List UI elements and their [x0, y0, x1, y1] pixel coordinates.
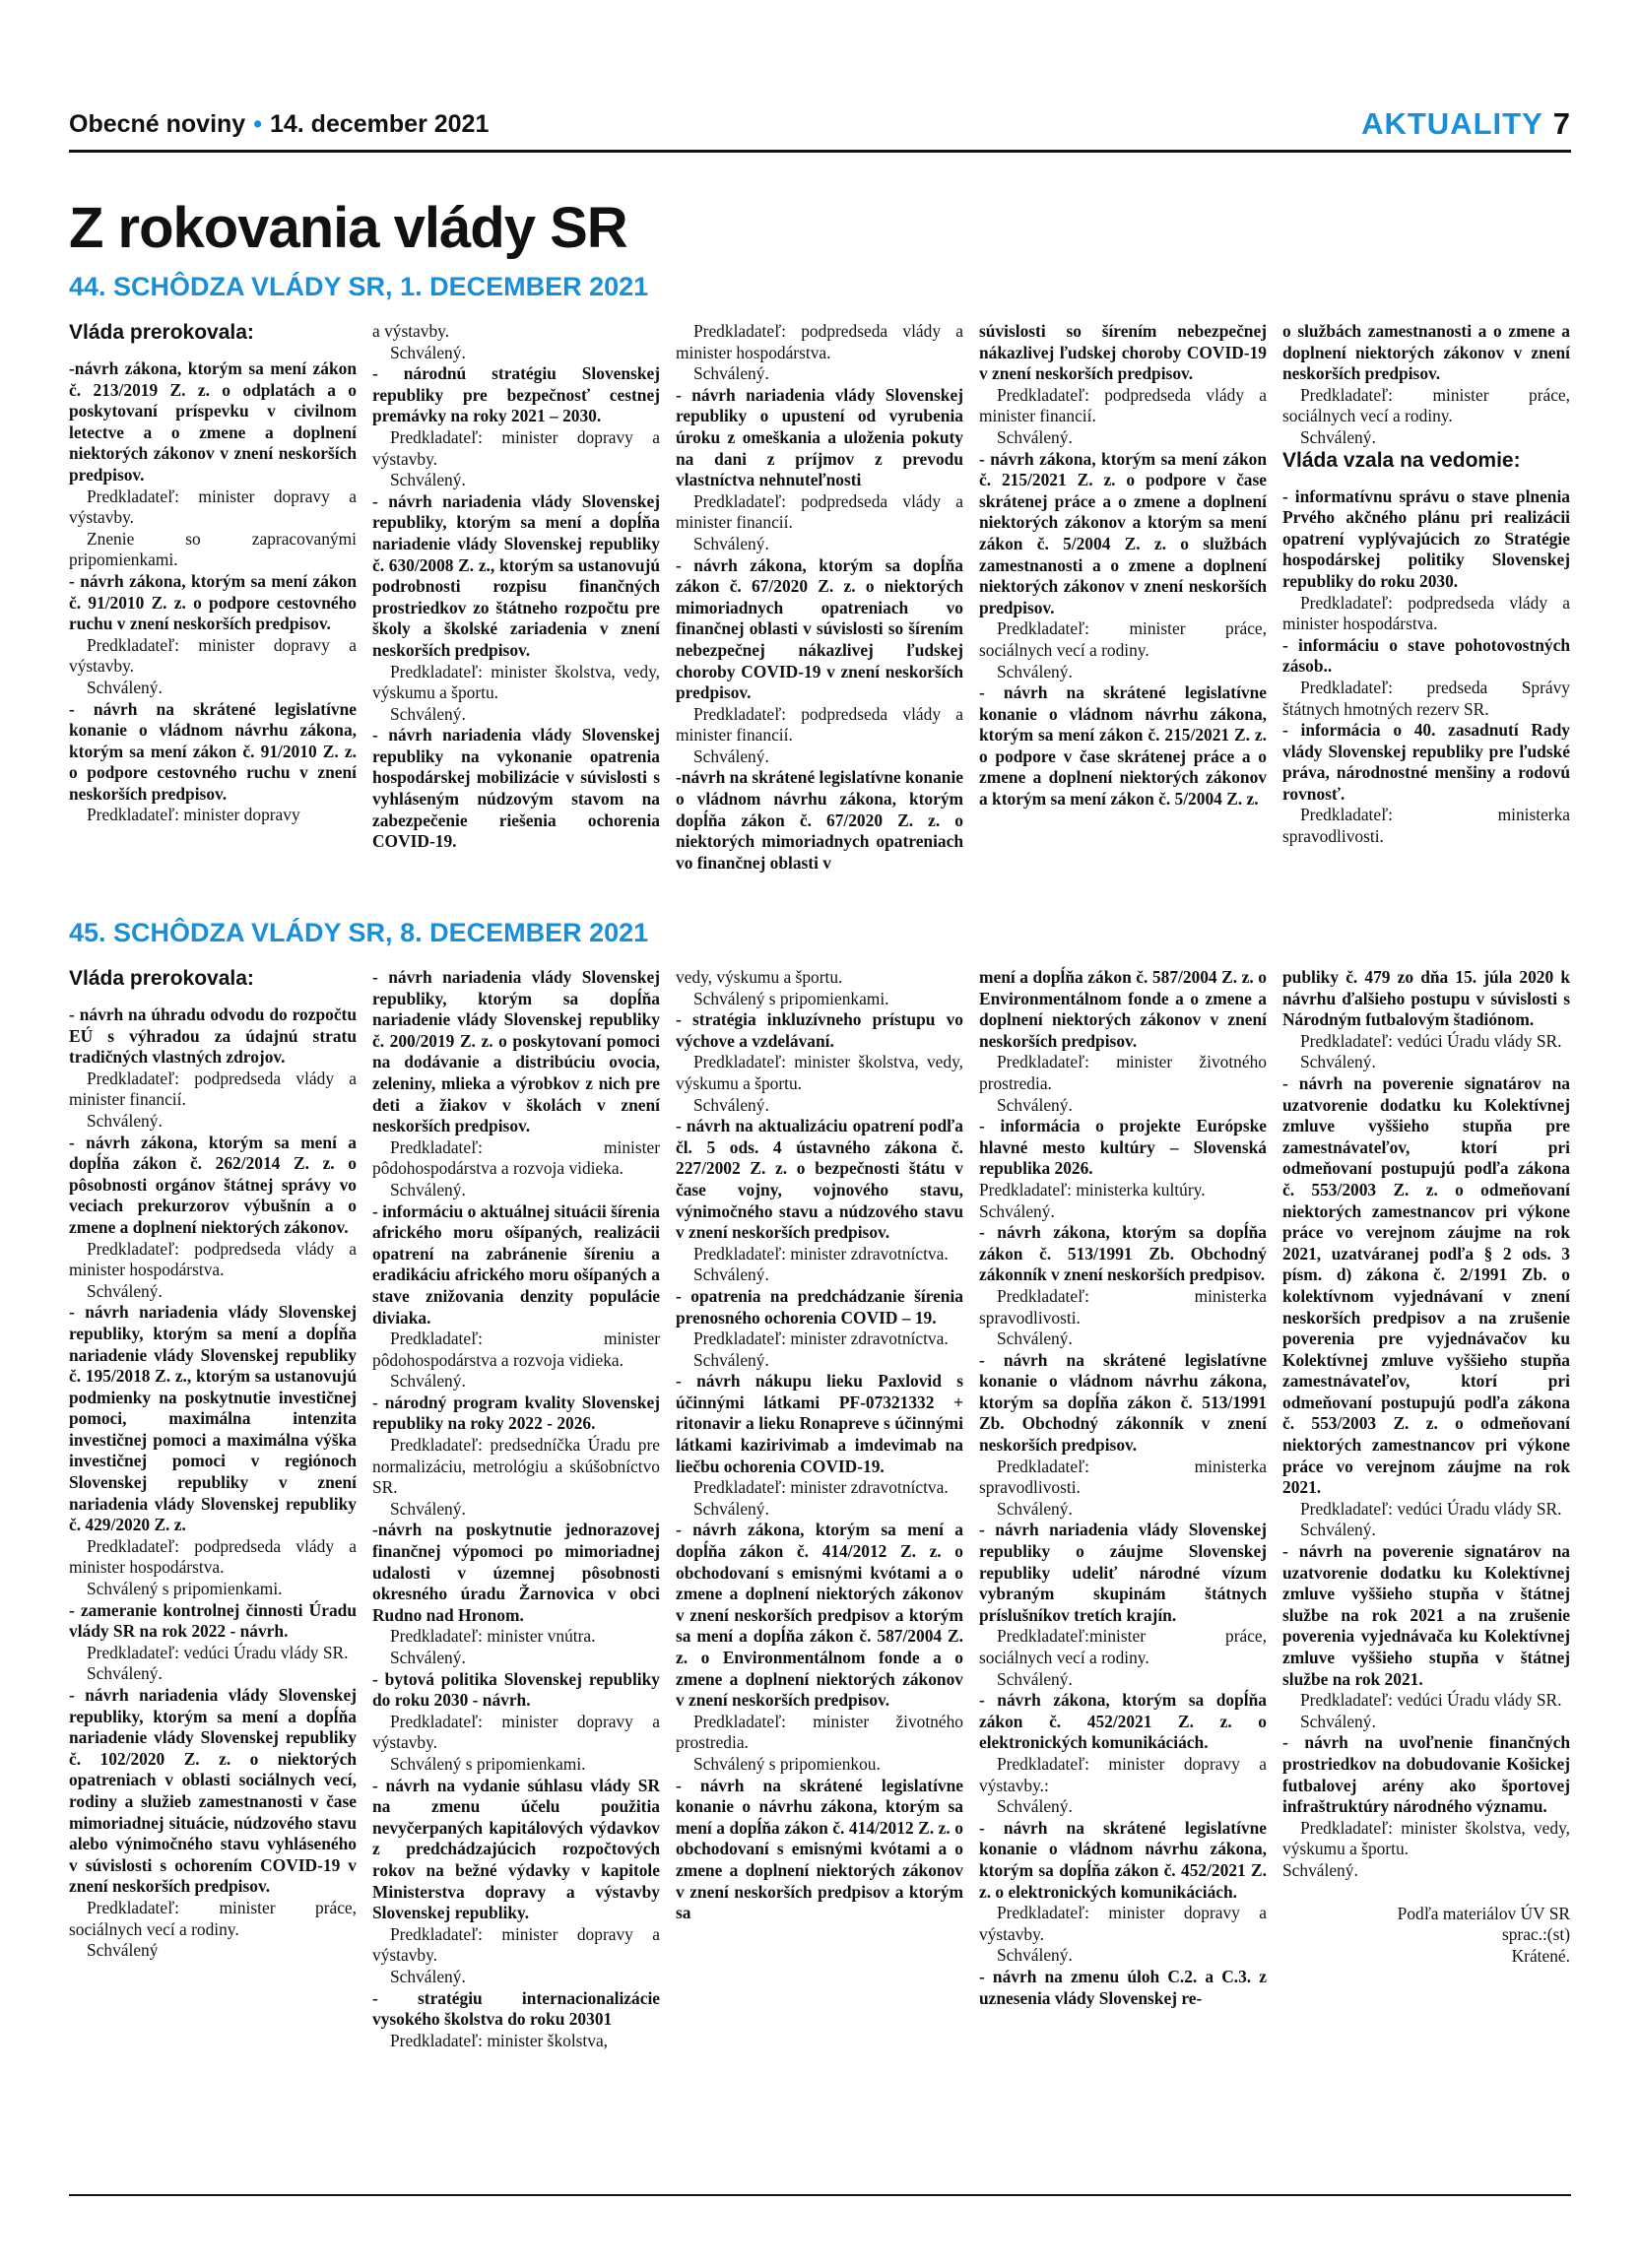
agenda-item: - návrh nariadenia vlády Slovenskej republiky na vykonanie opatrenia hospodárskej mobilizácie v súvislosti s vyhláseným núdzovým stavom na zabezpečenie riešenia ochorenia COVID-19.: [372, 725, 660, 852]
agenda-item: - návrh na skrátené legislatívne konanie o vládnom návrhu zákona, ktorým sa mení zákon č. 91/2010 Z. z. o podpore cestovného ruchu v znení neskorších predpisov.: [69, 698, 357, 804]
agenda-item: - návrh na skrátené legislatívne konanie o vládnom návrhu zákona, ktorým sa mení zákon č. 215/2021 Z. z. o podpore v čase skrátenej práce a o zmene a doplnení niektorých zákonov a ktorým sa mení zákon č. 5/2004 Z. z.: [979, 682, 1267, 810]
paragraph: Schválený.: [87, 1280, 163, 1301]
paragraph: Predkladateľ: minister pôdohospodárstva a rozvoja vidieka.: [372, 1328, 660, 1370]
paragraph: Schválený.: [997, 1328, 1073, 1349]
paragraph: Predkladateľ: minister životného prostredia.: [979, 1052, 1267, 1093]
agenda-item: - návrh nariadenia vlády Slovenskej republiky, ktorým sa mení a dopĺňa nariadenie vlády Slovenskej republiky č. 630/2008 Z. z., ktorým sa ustanovujú podrobnosti rozpisu finančných prostriedkov zo štátneho rozpočtu pre školy a školské zariadenia v znení neskorších predpisov.: [372, 490, 660, 660]
session-44-heading: 44. SCHÔDZA VLÁDY SR, 1. DECEMBER 2021: [69, 272, 649, 301]
spacer: [1282, 1882, 1570, 1904]
source-credit: sprac.:(st): [1501, 1924, 1570, 1945]
paragraph: Schválený.: [997, 1094, 1073, 1115]
agenda-item: - návrh na zmenu úloh C.2. a C.3. z uznesenia vlády Slovenskej re-: [979, 1966, 1267, 2008]
paragraph: Schválený.: [693, 1264, 769, 1285]
text-line: Schválený.: [979, 1200, 1055, 1221]
paragraph: Schválený.: [997, 1796, 1073, 1817]
source-credit: Podľa materiálov ÚV SR: [1397, 1903, 1570, 1923]
paragraph: Predkladateľ: ministerka spravodlivosti.: [1282, 805, 1570, 847]
agenda-item: - návrh zákona, ktorým sa dopĺňa zákon č. 67/2020 Z. z. o niektorých mimoriadnych opatreniach vo finančnej oblasti v súvislosti so šírením nebezpečnej nákazlivej ľudskej choroby COVID-19 v znení neskorších predpisov.: [676, 554, 963, 703]
paragraph: Schválený.: [693, 745, 769, 766]
text-column: [979, 967, 1267, 2051]
agenda-item-continued: o službách zamestnanosti a o zmene a doplnení niektorých zákonov v znení neskorších predpisov.: [1282, 321, 1570, 384]
agenda-item: - návrh na úhradu odvodu do rozpočtu EÚ s výhradou za údajnú stratu tradičných vlastných zdrojov.: [69, 1004, 357, 1068]
paragraph: Schválený.: [1300, 1052, 1376, 1072]
paragraph: Schválený.: [1300, 1711, 1376, 1731]
paragraph: Predkladateľ: podpredseda vlády a minister financií.: [979, 384, 1267, 426]
paragraph: Predkladateľ: minister práce, sociálnych vecí a rodiny.: [1282, 384, 1570, 426]
text-column: [69, 967, 357, 2051]
text-column: [676, 321, 963, 874]
paragraph: Predkladateľ: minister práce, sociálnych vecí a rodiny.: [69, 1897, 357, 1939]
paragraph: Schválený.: [693, 363, 769, 384]
paragraph: Schválený.: [997, 661, 1073, 681]
text-line: Schválený.: [1282, 1859, 1358, 1880]
paragraph: Predkladateľ: minister vnútra.: [390, 1626, 596, 1647]
page-number: 7: [1552, 106, 1571, 141]
agenda-item: - návrh na skrátené legislatívne konanie o vládnom návrhu zákona, ktorým sa dopĺňa zákon č. 452/2021 Z. z. o elektronických komunikáciách.: [979, 1817, 1267, 1902]
publication-name: Obecné noviny: [69, 110, 246, 138]
agenda-item: - návrh nariadenia vlády Slovenskej republiky, ktorým sa mení a dopĺňa nariadenie vlády Slovenskej republiky č. 195/2018 Z. z., ktorým sa ustanovujú podmienky na poskytnutie investičnej pomoci, maximálna intenzita investičnej pomoci a maximálna výška investičnej pomoci v regiónoch Slovenskej republiky v znení nariadenia vlády Slovenskej republiky č. 429/2020 Z. z.: [69, 1302, 357, 1535]
paragraph: Predkladateľ: ministerka spravodlivosti.: [979, 1456, 1267, 1498]
paragraph: Predkladateľ: minister zdravotníctva.: [693, 1243, 949, 1264]
subheading: Vláda prerokovala:: [69, 321, 254, 344]
paragraph: Schválený.: [390, 342, 466, 362]
paragraph: Schválený.: [997, 1945, 1073, 1966]
paragraph: Schválený.: [693, 1094, 769, 1115]
agenda-item: - národnú stratégiu Slovenskej republiky pre bezpečnosť cestnej premávky na roky 2021 – 2030.: [372, 363, 660, 426]
agenda-item: - návrh nariadenia vlády Slovenskej republiky, ktorým sa mení a dopĺňa nariadenie vlády Slovenskej republiky č. 102/2020 Z. z. o niektorých opatreniach v oblasti sociálnych vecí, rodiny a služieb zamestnanosti v čase mimoriadnej situácie, núdzového stavu alebo výnimočného stavu vyhláseného v súvislosti s ochorením COVID-19 v znení neskorších predpisov.: [69, 1685, 357, 1897]
agenda-item: - návrh zákona, ktorým sa dopĺňa zákon č. 513/1991 Zb. Obchodný zákonník v znení neskorších predpisov.: [979, 1222, 1267, 1285]
paragraph: Predkladateľ: ministerka spravodlivosti.: [979, 1285, 1267, 1328]
paragraph: Schválený.: [997, 426, 1073, 447]
text-column: [372, 967, 660, 2051]
agenda-item: - stratégiu internacionalizácie vysokého školstva do roku 20301: [372, 1987, 660, 2030]
paragraph: Predkladateľ: minister zdravotníctva.: [693, 1477, 949, 1498]
agenda-item: - návrh nariadenia vlády Slovenskej republiky, ktorým sa dopĺňa nariadenie vlády Slovenskej republiky č. 200/2019 Z. z. o poskytovaní pomoci na dodávanie a distribúciu ovocia, zeleniny, mlieka a výrobkov z nich pre deti a žiakov v školách v znení neskorších predpisov.: [372, 967, 660, 1136]
agenda-item: - zameranie kontrolnej činnosti Úradu vlády SR na rok 2022 - návrh.: [69, 1599, 357, 1642]
paragraph: Schválený s pripomienkami.: [390, 1753, 586, 1774]
agenda-item: - návrh nariadenia vlády Slovenskej republiky o upustení od vyrubenia úroku z omeškania a uloženia pokuty na dani z príjmov z prevodu vlastníctva nehnuteľnosti: [676, 384, 963, 490]
article-title: Z rokovania vlády SR: [69, 196, 627, 260]
agenda-item: - návrh na skrátené legislatívne konanie o vládnom návrhu zákona, ktorým sa dopĺňa zákon č. 513/1991 Zb. Obchodný zákonník v znení neskorších predpisov.: [979, 1349, 1267, 1456]
agenda-item: - návrh nariadenia vlády Slovenskej republiky o záujme Slovenskej republiky udeliť národné vízum vybraným skupinám štátnych príslušníkov tretích krajín.: [979, 1520, 1267, 1625]
agenda-item-continued: mení a dopĺňa zákon č. 587/2004 Z. z. o Environmentálnom fonde a o zmene a doplnení niektorých zákonov v znení neskorších predpisov.: [979, 967, 1267, 1051]
text-line: vedy, výskumu a športu.: [676, 967, 843, 987]
paragraph: Predkladateľ: minister dopravy a výstavby.: [69, 486, 357, 528]
header-section: [1361, 106, 1571, 142]
page-header: [69, 106, 1571, 153]
text-line: Predkladateľ: ministerka kultúry.: [979, 1179, 1206, 1199]
agenda-item: - návrh na poverenie signatárov na uzatvorenie dodatku ku Kolektívnej zmluve vyššieho stupňa pre zamestnávateľov, ktorí pri odmeňovaní postupujú podľa zákona č. 553/2003 Z. z. o odmeňovaní niektorých zamestnancov pri výkone práce vo verejnom záujme na rok 2021, uzatváranej podľa § 2 ods. 3 písm. d) zákona č. 2/1991 Zb. o kolektívnom vyjednávaní v znení neskorších predpisov a na zrušenie poverenia pre vyjednávačov ku Kolektívnej zmluve vyššieho stupňa zamestnávateľov, ktorí pri odmeňovaní postupujú podľa zákona č. 553/2003 Z. z. o odmeňovaní niektorých zamestnancov pri výkone práce vo verejnom záujme na rok 2021.: [1282, 1072, 1570, 1498]
paragraph: Schválený.: [1300, 1520, 1376, 1540]
agenda-item: - návrh na vydanie súhlasu vlády SR na zmenu účelu použitia nevyčerpaných kapitálových výdavkov z predchádzajúcich rozpočtových rokov na bežné výdavky v kapitole Ministerstva dopravy a výstavby Slovenskej republiky.: [372, 1775, 660, 1923]
paragraph: Predkladateľ: minister zdravotníctva.: [693, 1328, 949, 1349]
agenda-item: - informácia o 40. zasadnutí Rady vlády Slovenskej republiky pre ľudské práva, národnostné menšiny a rodovú rovnosť.: [1282, 720, 1570, 804]
paragraph: Znenie so zapracovanými pripomienkami.: [69, 528, 357, 570]
paragraph: Schválený.: [390, 1179, 466, 1199]
session-45-heading: 45. SCHÔDZA VLÁDY SR, 8. DECEMBER 2021: [69, 918, 649, 947]
subheading: Vláda vzala na vedomie:: [1282, 448, 1521, 472]
separator-dot: •: [253, 110, 262, 138]
text-column: [372, 321, 660, 874]
bottom-rule: [69, 2194, 1571, 2196]
paragraph: Schválený.: [997, 1498, 1073, 1519]
paragraph: Schválený s pripomienkou.: [693, 1753, 881, 1774]
paragraph: Schválený.: [390, 1498, 466, 1519]
paragraph: Schválený.: [997, 1668, 1073, 1689]
agenda-item: - návrh na aktualizáciu opatrení podľa čl. 5 ods. 4 ústavného zákona č. 227/2002 Z. z. o bezpečnosti štátu v čase vojny, vojnového stavu, výnimočného stavu a núdzového stavu v znení neskorších predpisov.: [676, 1116, 963, 1243]
paragraph: Predkladateľ: vedúci Úradu vlády SR.: [1300, 1690, 1562, 1711]
paragraph: Schválený.: [390, 470, 466, 490]
paragraph: Predkladateľ: minister školstva, vedy, výskumu a športu.: [676, 1052, 963, 1093]
paragraph: Predkladateľ: minister dopravy a výstavby.: [979, 1903, 1267, 1944]
paragraph: Predkladateľ: podpredseda vlády a minister hospodárstva.: [1282, 592, 1570, 634]
paragraph: Predkladateľ: minister pôdohospodárstva a rozvoja vidieka.: [372, 1136, 660, 1179]
agenda-item: - informáciu o aktuálnej situácii šírenia afrického moru ošípaných, realizácii opatrení na zabránenie šíreniu a eradikáciu afrického moru ošípaných a stave znižovania denzity populácie diviaka.: [372, 1200, 660, 1328]
paragraph: Predkladateľ: minister dopravy a výstavby.: [69, 634, 357, 677]
agenda-item: - návrh na poverenie signatárov na uzatvorenie dodatku ku Kolektívnej zmluve vyššieho stupňa v štátnej službe na rok 2021 a na zrušenie poverenia vyjednávača ku Kolektívnej zmluve vyššieho stupňa v štátnej službe na rok 2021.: [1282, 1541, 1570, 1689]
agenda-item: - návrh na uvoľnenie finančných prostriedkov na dobudovanie Košickej futbalovej arény ako športovej infraštruktúry národného významu.: [1282, 1732, 1570, 1817]
paragraph: Predkladateľ: podpredseda vlády a minister financií.: [676, 703, 963, 745]
paragraph: Predkladateľ: predseda Správy štátnych hmotných rezerv SR.: [1282, 677, 1570, 719]
paragraph: Predkladateľ: podpredseda vlády a minister financií.: [69, 1068, 357, 1110]
paragraph: Predkladateľ: minister práce, sociálnych vecí a rodiny.: [979, 618, 1267, 660]
paragraph: Predkladateľ: podpredseda vlády a minister hospodárstva.: [676, 321, 963, 362]
paragraph: Schválený.: [87, 1663, 163, 1684]
paragraph: Schválený.: [1300, 426, 1376, 447]
paragraph: Predkladateľ: minister školstva, vedy, výskumu a športu.: [372, 661, 660, 703]
paragraph: Predkladateľ: minister dopravy a výstavby.: [372, 1923, 660, 1966]
agenda-item: - návrh zákona, ktorým sa mení a dopĺňa zákon č. 262/2014 Z. z. o pôsobnosti orgánov štátnej správy vo veciach prekurzorov výbušnín a o zmene a doplnení niektorých zákonov.: [69, 1132, 357, 1237]
paragraph: Schválený s pripomienkami.: [693, 988, 889, 1008]
paragraph: Predkladateľ: minister školstva,: [390, 2030, 609, 2050]
text-line: a výstavby.: [372, 321, 450, 341]
header-publication-date: [69, 110, 489, 139]
paragraph: Predkladateľ: minister dopravy a výstavby.: [372, 1711, 660, 1753]
paragraph: Schválený.: [693, 533, 769, 553]
agenda-item-continued: súvislosti so šírením nebezpečnej nákazlivej ľudskej choroby COVID-19 v znení neskorších predpisov.: [979, 321, 1267, 384]
paragraph: Predkladateľ: minister dopravy a výstavby.:: [979, 1753, 1267, 1795]
agenda-item: -návrh na skrátené legislatívne konanie o vládnom návrhu zákona, ktorým dopĺňa zákon č. 67/2020 Z. z. o niektorých mimoriadnych opatreniach vo finančnej oblasti v: [676, 767, 963, 873]
text-column: [979, 321, 1267, 874]
paragraph: Schválený.: [390, 703, 466, 724]
text-column: [1282, 967, 1570, 2051]
paragraph: Predkladateľ: vedúci Úradu vlády SR.: [1300, 1030, 1562, 1051]
paragraph: Schválený.: [693, 1349, 769, 1370]
subheading: Vláda prerokovala:: [69, 967, 254, 990]
agenda-item: - informatívnu správu o stave plnenia Prvého akčného plánu pri realizácii opatrení vyplývajúcich zo Stratégie hospodárskej politiky Slovenskej republiky do roku 2030.: [1282, 486, 1570, 591]
issue-date: 14. december 2021: [269, 110, 490, 138]
source-credit: Krátené.: [1511, 1945, 1570, 1966]
agenda-item: - opatrenia na predchádzanie šírenia prenosného ochorenia COVID – 19.: [676, 1285, 963, 1328]
agenda-item: -návrh zákona, ktorým sa mení zákon č. 213/2019 Z. z. o odplatách a o poskytovaní príspevku v civilnom letectve a o zmene a doplnení niektorých zákonov v znení neskorších predpisov.: [69, 358, 357, 485]
paragraph: Schválený.: [87, 1110, 163, 1131]
agenda-item: - návrh nákupu lieku Paxlovid s účinnými látkami PF-07321332 + ritonavir a lieku Ronapreve s účinnými látkami kazirivimab a imdevimab na liečbu ochorenia COVID-19.: [676, 1371, 963, 1476]
paragraph: Predkladateľ: vedúci Úradu vlády SR.: [1300, 1498, 1562, 1519]
session-44-columns: [69, 321, 1570, 874]
paragraph: Predkladateľ: podpredseda vlády a minister hospodárstva.: [69, 1535, 357, 1578]
session-45-columns: [69, 967, 1570, 2051]
paragraph: Predkladateľ: vedúci Úradu vlády SR.: [87, 1642, 349, 1662]
paragraph: Schválený: [87, 1940, 159, 1961]
agenda-item: - návrh na skrátené legislatívne konanie o návrhu zákona, ktorým sa mení a dopĺňa zákon č. 414/2012 Z. z. o obchodovaní s emisnými kvótami a o zmene a doplnení niektorých zákonov v znení neskorších predpisov a ktorým sa: [676, 1775, 963, 1923]
paragraph: Predkladateľ:minister práce, sociálnych vecí a rodiny.: [979, 1626, 1267, 1667]
agenda-item: -návrh na poskytnutie jednorazovej finančnej výpomoci po mimoriadnej udalosti v územnej pôsobnosti okresného úradu Žarnovica v obci Rudno nad Hronom.: [372, 1520, 660, 1625]
agenda-item: - informáciu o stave pohotovostných zásob..: [1282, 634, 1570, 677]
paragraph: Predkladateľ: podpredseda vlády a minister financií.: [676, 490, 963, 533]
agenda-item: - návrh zákona, ktorým sa mení a dopĺňa zákon č. 414/2012 Z. z. o obchodovaní s emisnými kvótami a o zmene a doplnení niektorých zákonov v znení neskorších predpisov a ktorým sa mení a dopĺňa zákon č. 587/2004 Z. z. o Environmentálnom fonde a o zmene a doplnení niektorých zákonov v znení neskorších predpisov.: [676, 1520, 963, 1711]
text-column: [69, 321, 357, 874]
paragraph: Schválený.: [390, 1371, 466, 1392]
section-name: AKTUALITY: [1361, 106, 1543, 141]
paragraph: Predkladateľ: minister dopravy: [87, 805, 300, 825]
agenda-item: - informácia o projekte Európske hlavné mesto kultúry – Slovenská republika 2026.: [979, 1116, 1267, 1179]
paragraph: Predkladateľ: podpredseda vlády a minister hospodárstva.: [69, 1238, 357, 1280]
paragraph: Schválený.: [693, 1498, 769, 1519]
paragraph: Predkladateľ: minister životného prostredia.: [676, 1711, 963, 1753]
paragraph: Predkladateľ: minister dopravy a výstavby.: [372, 426, 660, 469]
paragraph: Schválený.: [390, 1966, 466, 1986]
agenda-item: - návrh zákona, ktorým sa dopĺňa zákon č. 452/2021 Z. z. o elektronických komunikáciách.: [979, 1690, 1267, 1753]
agenda-item: - bytová politika Slovenskej republiky do roku 2030 - návrh.: [372, 1668, 660, 1711]
paragraph: Predkladateľ: minister školstva, vedy, výskumu a športu.: [1282, 1817, 1570, 1859]
paragraph: Predkladateľ: predsedníčka Úradu pre normalizáciu, metrológiu a skúšobníctvo SR.: [372, 1435, 660, 1498]
paragraph: Schválený s pripomienkami.: [87, 1579, 283, 1599]
agenda-item: - stratégia inkluzívneho prístupu vo výchove a vzdelávaní.: [676, 1009, 963, 1051]
paragraph: Schválený.: [390, 1648, 466, 1667]
paragraph: Schválený.: [87, 677, 163, 697]
agenda-item: - národný program kvality Slovenskej republiky na roky 2022 - 2026.: [372, 1392, 660, 1434]
text-column: [1282, 321, 1570, 874]
text-column: [676, 967, 963, 2051]
agenda-item-continued: publiky č. 479 zo dňa 15. júla 2020 k návrhu ďalšieho postupu v súvislosti s Národným futbalovým štadiónom.: [1282, 967, 1570, 1030]
agenda-item: - návrh zákona, ktorým sa mení zákon č. 91/2010 Z. z. o podpore cestovného ruchu v znení neskorších predpisov.: [69, 570, 357, 634]
agenda-item: - návrh zákona, ktorým sa mení zákon č. 215/2021 Z. z. o podpore v čase skrátenej práce a o zmene a doplnení niektorých zákonov a ktorým sa mení zákon č. 5/2004 Z. z. o službách zamestnanosti a o zmene a doplnení niektorých zákonov v znení neskorších predpisov.: [979, 448, 1267, 617]
